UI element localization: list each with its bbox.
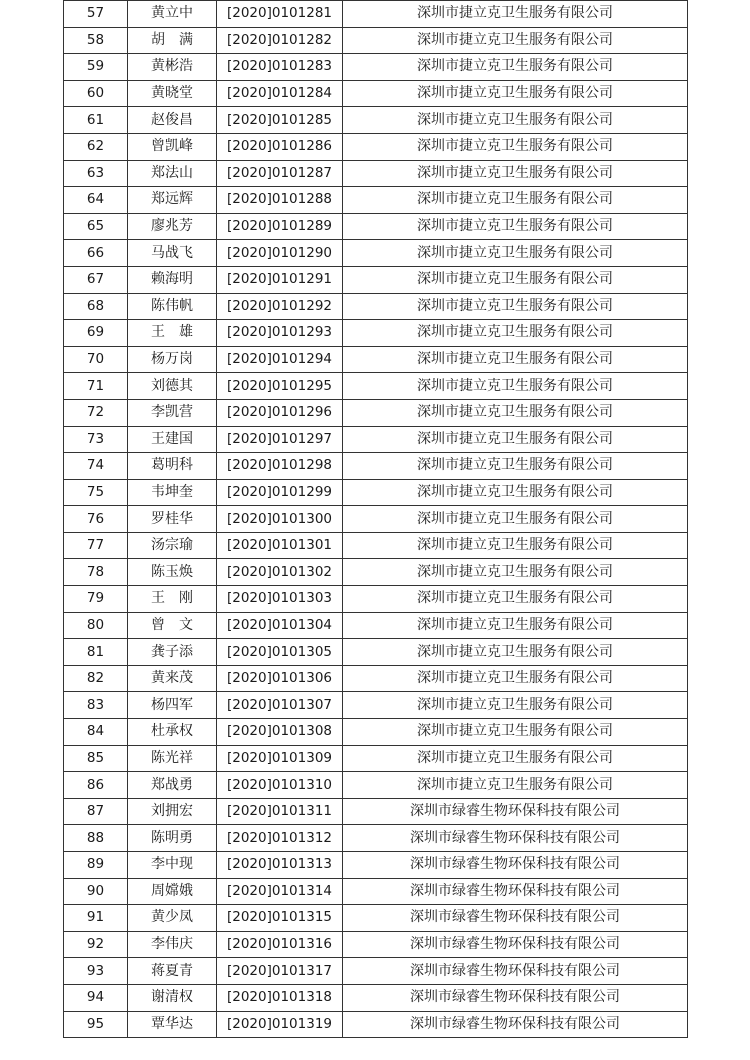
company-name: 深圳市捷立克卫生服务有限公司	[343, 426, 688, 453]
table-row	[64, 453, 688, 480]
row-number: 62	[64, 133, 128, 160]
company-name: 深圳市捷立克卫生服务有限公司	[343, 692, 688, 719]
table-row	[64, 346, 688, 373]
table-row	[64, 1, 688, 28]
certificate-number: [2020]0101290	[217, 240, 343, 267]
company-name: 深圳市捷立克卫生服务有限公司	[343, 745, 688, 772]
person-name: 刘拥宏	[128, 798, 217, 825]
certificate-table	[63, 0, 688, 1038]
certificate-number: [2020]0101283	[217, 54, 343, 81]
certificate-number: [2020]0101291	[217, 266, 343, 293]
certificate-number: [2020]0101310	[217, 772, 343, 799]
certificate-number: [2020]0101282	[217, 27, 343, 54]
certificate-number: [2020]0101309	[217, 745, 343, 772]
person-name: 王 刚	[128, 586, 217, 613]
company-name: 深圳市捷立克卫生服务有限公司	[343, 293, 688, 320]
person-name: 陈光祥	[128, 745, 217, 772]
row-number: 68	[64, 293, 128, 320]
table-row	[64, 905, 688, 932]
table-row	[64, 27, 688, 54]
company-name: 深圳市绿睿生物环保科技有限公司	[343, 798, 688, 825]
company-name: 深圳市捷立克卫生服务有限公司	[343, 639, 688, 666]
table-row	[64, 240, 688, 267]
certificate-number: [2020]0101296	[217, 399, 343, 426]
person-name: 黄晓堂	[128, 80, 217, 107]
certificate-number: [2020]0101297	[217, 426, 343, 453]
company-name: 深圳市捷立克卫生服务有限公司	[343, 107, 688, 134]
certificate-number: [2020]0101311	[217, 798, 343, 825]
company-name: 深圳市捷立克卫生服务有限公司	[343, 320, 688, 347]
company-name: 深圳市捷立克卫生服务有限公司	[343, 532, 688, 559]
certificate-number: [2020]0101318	[217, 984, 343, 1011]
row-number: 65	[64, 213, 128, 240]
certificate-number: [2020]0101287	[217, 160, 343, 187]
row-number: 60	[64, 80, 128, 107]
row-number: 81	[64, 639, 128, 666]
table-row	[64, 825, 688, 852]
table-row	[64, 745, 688, 772]
company-name: 深圳市绿睿生物环保科技有限公司	[343, 825, 688, 852]
company-name: 深圳市捷立克卫生服务有限公司	[343, 1, 688, 28]
table-row	[64, 639, 688, 666]
person-name: 赖海明	[128, 266, 217, 293]
row-number: 59	[64, 54, 128, 81]
table-row	[64, 532, 688, 559]
person-name: 李伟庆	[128, 931, 217, 958]
certificate-number: [2020]0101300	[217, 506, 343, 533]
row-number: 91	[64, 905, 128, 932]
person-name: 谢清权	[128, 984, 217, 1011]
row-number: 57	[64, 1, 128, 28]
person-name: 曾 文	[128, 612, 217, 639]
company-name: 深圳市捷立克卫生服务有限公司	[343, 27, 688, 54]
certificate-number: [2020]0101301	[217, 532, 343, 559]
row-number: 89	[64, 852, 128, 879]
company-name: 深圳市捷立克卫生服务有限公司	[343, 187, 688, 214]
company-name: 深圳市捷立克卫生服务有限公司	[343, 213, 688, 240]
row-number: 74	[64, 453, 128, 480]
company-name: 深圳市绿睿生物环保科技有限公司	[343, 984, 688, 1011]
table-row	[64, 426, 688, 453]
certificate-number: [2020]0101294	[217, 346, 343, 373]
row-number: 79	[64, 586, 128, 613]
person-name: 郑战勇	[128, 772, 217, 799]
person-name: 郑远辉	[128, 187, 217, 214]
certificate-number: [2020]0101305	[217, 639, 343, 666]
company-name: 深圳市捷立克卫生服务有限公司	[343, 133, 688, 160]
table-row	[64, 1011, 688, 1038]
table-body	[64, 1, 688, 1038]
person-name: 刘德其	[128, 373, 217, 400]
table-row	[64, 665, 688, 692]
person-name: 王 雄	[128, 320, 217, 347]
certificate-number: [2020]0101314	[217, 878, 343, 905]
company-name: 深圳市捷立克卫生服务有限公司	[343, 559, 688, 586]
company-name: 深圳市捷立克卫生服务有限公司	[343, 719, 688, 746]
company-name: 深圳市绿睿生物环保科技有限公司	[343, 878, 688, 905]
person-name: 黄彬浩	[128, 54, 217, 81]
certificate-number: [2020]0101306	[217, 665, 343, 692]
company-name: 深圳市绿睿生物环保科技有限公司	[343, 1011, 688, 1038]
table-row	[64, 373, 688, 400]
certificate-number: [2020]0101288	[217, 187, 343, 214]
company-name: 深圳市捷立克卫生服务有限公司	[343, 80, 688, 107]
company-name: 深圳市绿睿生物环保科技有限公司	[343, 931, 688, 958]
company-name: 深圳市捷立克卫生服务有限公司	[343, 54, 688, 81]
person-name: 李中现	[128, 852, 217, 879]
row-number: 80	[64, 612, 128, 639]
row-number: 88	[64, 825, 128, 852]
certificate-number: [2020]0101295	[217, 373, 343, 400]
table-row	[64, 160, 688, 187]
person-name: 廖兆芳	[128, 213, 217, 240]
certificate-number: [2020]0101286	[217, 133, 343, 160]
table-row	[64, 266, 688, 293]
row-number: 92	[64, 931, 128, 958]
table-row	[64, 506, 688, 533]
person-name: 葛明科	[128, 453, 217, 480]
company-name: 深圳市绿睿生物环保科技有限公司	[343, 905, 688, 932]
person-name: 黄少凤	[128, 905, 217, 932]
person-name: 杜承权	[128, 719, 217, 746]
row-number: 61	[64, 107, 128, 134]
certificate-number: [2020]0101298	[217, 453, 343, 480]
table-row	[64, 772, 688, 799]
certificate-number: [2020]0101289	[217, 213, 343, 240]
person-name: 罗桂华	[128, 506, 217, 533]
company-name: 深圳市捷立克卫生服务有限公司	[343, 160, 688, 187]
company-name: 深圳市捷立克卫生服务有限公司	[343, 665, 688, 692]
person-name: 郑法山	[128, 160, 217, 187]
certificate-number: [2020]0101299	[217, 479, 343, 506]
certificate-number: [2020]0101304	[217, 612, 343, 639]
company-name: 深圳市捷立克卫生服务有限公司	[343, 266, 688, 293]
certificate-number: [2020]0101312	[217, 825, 343, 852]
certificate-number: [2020]0101307	[217, 692, 343, 719]
row-number: 84	[64, 719, 128, 746]
row-number: 75	[64, 479, 128, 506]
person-name: 黄来茂	[128, 665, 217, 692]
table-row	[64, 878, 688, 905]
table-row	[64, 958, 688, 985]
company-name: 深圳市捷立克卫生服务有限公司	[343, 240, 688, 267]
certificate-number: [2020]0101302	[217, 559, 343, 586]
row-number: 82	[64, 665, 128, 692]
certificate-number: [2020]0101313	[217, 852, 343, 879]
certificate-number: [2020]0101319	[217, 1011, 343, 1038]
person-name: 胡 满	[128, 27, 217, 54]
certificate-number: [2020]0101303	[217, 586, 343, 613]
person-name: 汤宗瑜	[128, 532, 217, 559]
row-number: 66	[64, 240, 128, 267]
row-number: 93	[64, 958, 128, 985]
row-number: 58	[64, 27, 128, 54]
table-row	[64, 187, 688, 214]
row-number: 86	[64, 772, 128, 799]
company-name: 深圳市捷立克卫生服务有限公司	[343, 612, 688, 639]
person-name: 陈玉焕	[128, 559, 217, 586]
row-number: 77	[64, 532, 128, 559]
certificate-number: [2020]0101315	[217, 905, 343, 932]
company-name: 深圳市捷立克卫生服务有限公司	[343, 479, 688, 506]
row-number: 64	[64, 187, 128, 214]
row-number: 85	[64, 745, 128, 772]
row-number: 67	[64, 266, 128, 293]
company-name: 深圳市捷立克卫生服务有限公司	[343, 346, 688, 373]
row-number: 87	[64, 798, 128, 825]
table-row	[64, 559, 688, 586]
row-number: 70	[64, 346, 128, 373]
person-name: 蒋夏青	[128, 958, 217, 985]
person-name: 周嫦娥	[128, 878, 217, 905]
table-row	[64, 719, 688, 746]
certificate-number: [2020]0101292	[217, 293, 343, 320]
table-row	[64, 479, 688, 506]
table-row	[64, 931, 688, 958]
table-row	[64, 80, 688, 107]
row-number: 71	[64, 373, 128, 400]
certificate-number: [2020]0101316	[217, 931, 343, 958]
row-number: 72	[64, 399, 128, 426]
certificate-number: [2020]0101284	[217, 80, 343, 107]
table-row	[64, 133, 688, 160]
person-name: 李凯营	[128, 399, 217, 426]
certificate-number: [2020]0101285	[217, 107, 343, 134]
person-name: 覃华达	[128, 1011, 217, 1038]
person-name: 韦坤奎	[128, 479, 217, 506]
company-name: 深圳市捷立克卫生服务有限公司	[343, 453, 688, 480]
company-name: 深圳市捷立克卫生服务有限公司	[343, 586, 688, 613]
person-name: 曾凯峰	[128, 133, 217, 160]
table-row	[64, 692, 688, 719]
person-name: 陈伟帆	[128, 293, 217, 320]
table-row	[64, 399, 688, 426]
row-number: 69	[64, 320, 128, 347]
certificate-number: [2020]0101317	[217, 958, 343, 985]
table-row	[64, 293, 688, 320]
person-name: 龚子添	[128, 639, 217, 666]
company-name: 深圳市捷立克卫生服务有限公司	[343, 373, 688, 400]
person-name: 陈明勇	[128, 825, 217, 852]
row-number: 94	[64, 984, 128, 1011]
table-row	[64, 798, 688, 825]
certificate-list-page	[63, 0, 687, 1038]
certificate-number: [2020]0101293	[217, 320, 343, 347]
person-name: 马战飞	[128, 240, 217, 267]
company-name: 深圳市捷立克卫生服务有限公司	[343, 399, 688, 426]
table-row	[64, 107, 688, 134]
row-number: 63	[64, 160, 128, 187]
table-row	[64, 586, 688, 613]
table-row	[64, 320, 688, 347]
row-number: 78	[64, 559, 128, 586]
row-number: 90	[64, 878, 128, 905]
row-number: 95	[64, 1011, 128, 1038]
person-name: 杨四军	[128, 692, 217, 719]
company-name: 深圳市绿睿生物环保科技有限公司	[343, 852, 688, 879]
person-name: 王建国	[128, 426, 217, 453]
company-name: 深圳市绿睿生物环保科技有限公司	[343, 958, 688, 985]
company-name: 深圳市捷立克卫生服务有限公司	[343, 506, 688, 533]
row-number: 76	[64, 506, 128, 533]
person-name: 杨万岗	[128, 346, 217, 373]
table-row	[64, 54, 688, 81]
table-row	[64, 984, 688, 1011]
person-name: 赵俊昌	[128, 107, 217, 134]
certificate-number: [2020]0101281	[217, 1, 343, 28]
company-name: 深圳市捷立克卫生服务有限公司	[343, 772, 688, 799]
row-number: 73	[64, 426, 128, 453]
person-name: 黄立中	[128, 1, 217, 28]
row-number: 83	[64, 692, 128, 719]
certificate-number: [2020]0101308	[217, 719, 343, 746]
table-row	[64, 213, 688, 240]
table-row	[64, 852, 688, 879]
table-row	[64, 612, 688, 639]
